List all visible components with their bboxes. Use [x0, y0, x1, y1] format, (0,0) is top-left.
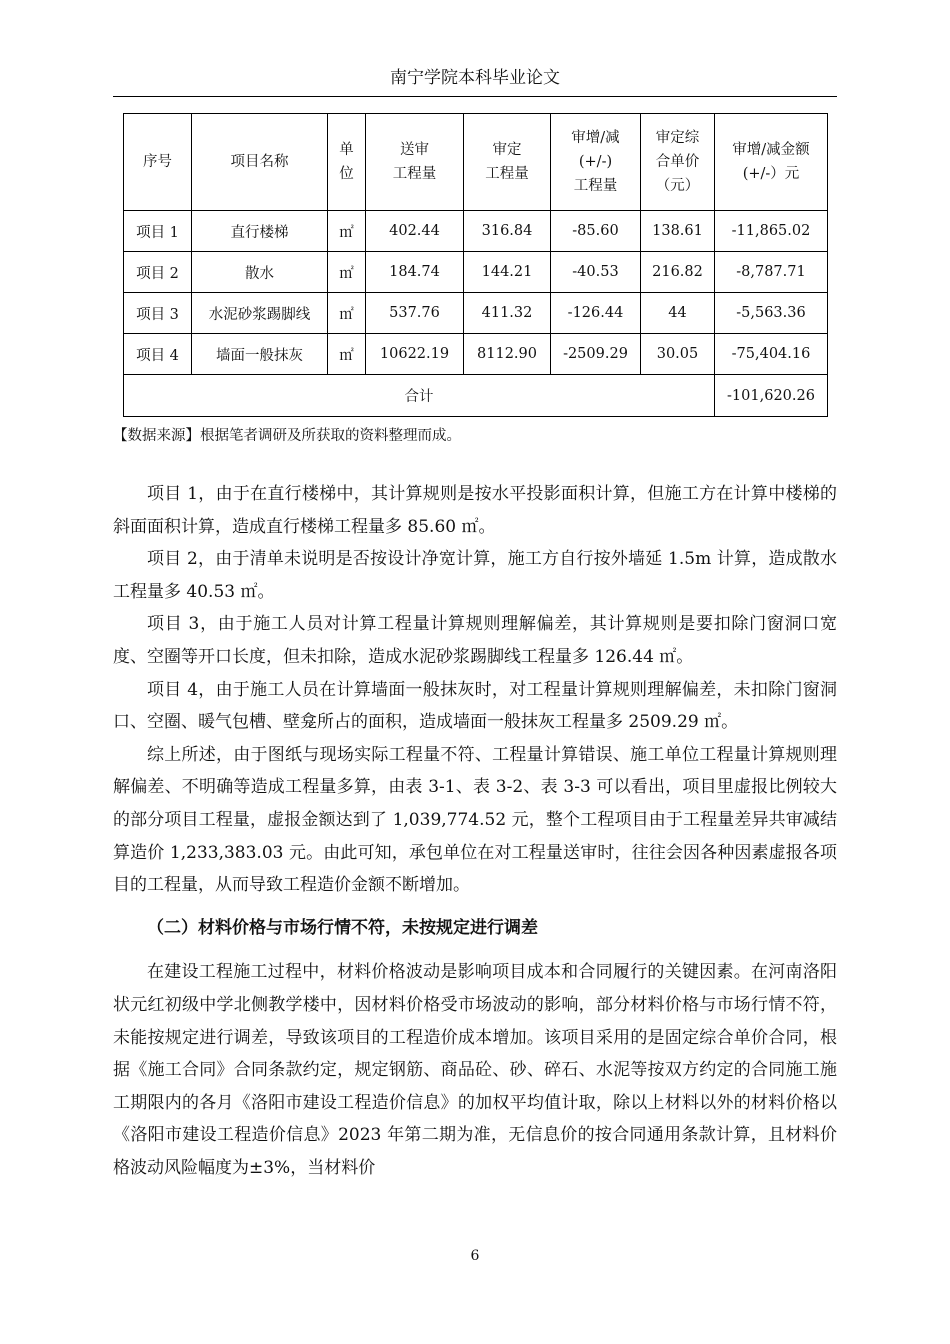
- body-text: [113, 478, 837, 1184]
- table-cell: 水泥砂浆踢脚线: [192, 293, 328, 334]
- section-heading: （二）材料价格与市场行情不符，未按规定进行调差: [147, 917, 538, 938]
- table-cell: 184.74: [366, 252, 464, 293]
- table-cell: -85.60: [551, 211, 641, 252]
- table-cell: 项目 2: [124, 252, 192, 293]
- total-value: -101,620.26: [715, 375, 828, 417]
- paragraph: 在建设工程施工过程中，材料价格波动是影响项目成本和合同履行的关键因素。在河南洛阳状元红初级中学北侧教学楼中，因材料价格受市场波动的影响，部分材料价格与市场行情不符，未能按规定进行调差，导致该项目的工程造价成本增加。该项目采用的是固定综合单价合同，根据《施工合同》合同条款约定，规定钢筋、商品砼、砂、碎石、水泥等按双方约定的合同施工施工期限内的各月《洛阳市建设工程造价信息》的加权平均值计取，除以上材料以外的材料价格以《洛阳市建设工程造价信息》2023 年第二期为准，无信息价的按合同通用条款计算，且材料价格波动风险幅度为±3%，当材料价: [113, 962, 837, 1178]
- table-cell: 216.82: [641, 252, 715, 293]
- table-cell: 项目 1: [124, 211, 192, 252]
- header-cell-approved-qty: 审定 工程量: [464, 114, 551, 211]
- table-cell: -2509.29: [551, 334, 641, 375]
- table-cell: 411.32: [464, 293, 551, 334]
- table-cell: 30.05: [641, 334, 715, 375]
- table-cell: -75,404.16: [715, 334, 828, 375]
- table-cell: 537.76: [366, 293, 464, 334]
- table-header-row: [124, 114, 828, 211]
- header-cell-submitted-qty: 送审 工程量: [366, 114, 464, 211]
- header-cell-unit-price: 审定综 合单价 （元）: [641, 114, 715, 211]
- table-cell: 316.84: [464, 211, 551, 252]
- table-cell: ㎡: [328, 334, 366, 375]
- table-cell: -11,865.02: [715, 211, 828, 252]
- table-cell: 直行楼梯: [192, 211, 328, 252]
- page-number: 6: [470, 1248, 480, 1264]
- header-cell-qty-diff: 审增/减 (+/-) 工程量: [551, 114, 641, 211]
- paragraph: 项目 4，由于施工人员在计算墙面一般抹灰时，对工程量计算规则理解偏差，未扣除门窗洞口、空圈、暖气包槽、壁龛所占的面积，造成墙面一般抹灰工程量多 2509.29 ㎡。: [113, 679, 837, 733]
- table-cell: 8112.90: [464, 334, 551, 375]
- table-cell: 144.21: [464, 252, 551, 293]
- table-cell: -40.53: [551, 252, 641, 293]
- source-note: 【数据来源】根据笔者调研及所获取的资料整理而成。: [113, 428, 461, 444]
- header-cell-index: 序号: [124, 114, 192, 211]
- table-cell: -126.44: [551, 293, 641, 334]
- paragraph: 项目 3，由于施工人员对计算工程量计算规则理解偏差，其计算规则是要扣除门窗洞口宽度、空圈等开口长度，但未扣除，造成水泥砂浆踢脚线工程量多 126.44 ㎡。: [113, 614, 837, 667]
- table-cell: 402.44: [366, 211, 464, 252]
- total-label: 合计: [124, 375, 715, 417]
- table-row: [124, 293, 828, 334]
- table-total-row: [124, 375, 828, 417]
- header-cell-amount-diff: 审增/减金额 (+/-）元: [715, 114, 828, 211]
- table-cell: -8,787.71: [715, 252, 828, 293]
- table-cell: ㎡: [328, 252, 366, 293]
- table-cell: ㎡: [328, 211, 366, 252]
- quantity-audit-table: [123, 113, 828, 417]
- table-row: [124, 334, 828, 375]
- header-cell-unit: 单 位: [328, 114, 366, 211]
- table-cell: 项目 3: [124, 293, 192, 334]
- table-cell: 44: [641, 293, 715, 334]
- table-cell: 墙面一般抹灰: [192, 334, 328, 375]
- header-cell-item-name: 项目名称: [192, 114, 328, 211]
- paragraph: 综上所述，由于图纸与现场实际工程量不符、工程量计算错误、施工单位工程量计算规则理解偏差、不明确等造成工程量多算，由表 3-1、表 3-2、表 3-3 可以看出，项目里虚报比例较大的部分项目工程量，虚报金额达到了 1,039,774.52 元，整个工程项目由于工程量差异共审减结算造价 1,233,383.03 元。由此可知，承包单位在对工程量送审时，往往会因各种因素虚报各项目的工程量，从而导致工程造价金额不断增加。: [113, 744, 837, 896]
- table-cell: 10622.19: [366, 334, 464, 375]
- table-row: [124, 211, 828, 252]
- table-cell: 项目 4: [124, 334, 192, 375]
- page-header: 南宁学院本科毕业论文: [113, 64, 837, 97]
- table-row: [124, 252, 828, 293]
- paragraph: 项目 2，由于清单未说明是否按设计净宽计算，施工方自行按外墙延 1.5m 计算，造成散水工程量多 40.53 ㎡。: [113, 549, 837, 602]
- paragraph: 项目 1，由于在直行楼梯中，其计算规则是按水平投影面积计算，但施工方在计算中楼梯的斜面面积计算，造成直行楼梯工程量多 85.60 ㎡。: [113, 484, 837, 537]
- table-cell: ㎡: [328, 293, 366, 334]
- table-cell: -5,563.36: [715, 293, 828, 334]
- table-cell: 散水: [192, 252, 328, 293]
- table-cell: 138.61: [641, 211, 715, 252]
